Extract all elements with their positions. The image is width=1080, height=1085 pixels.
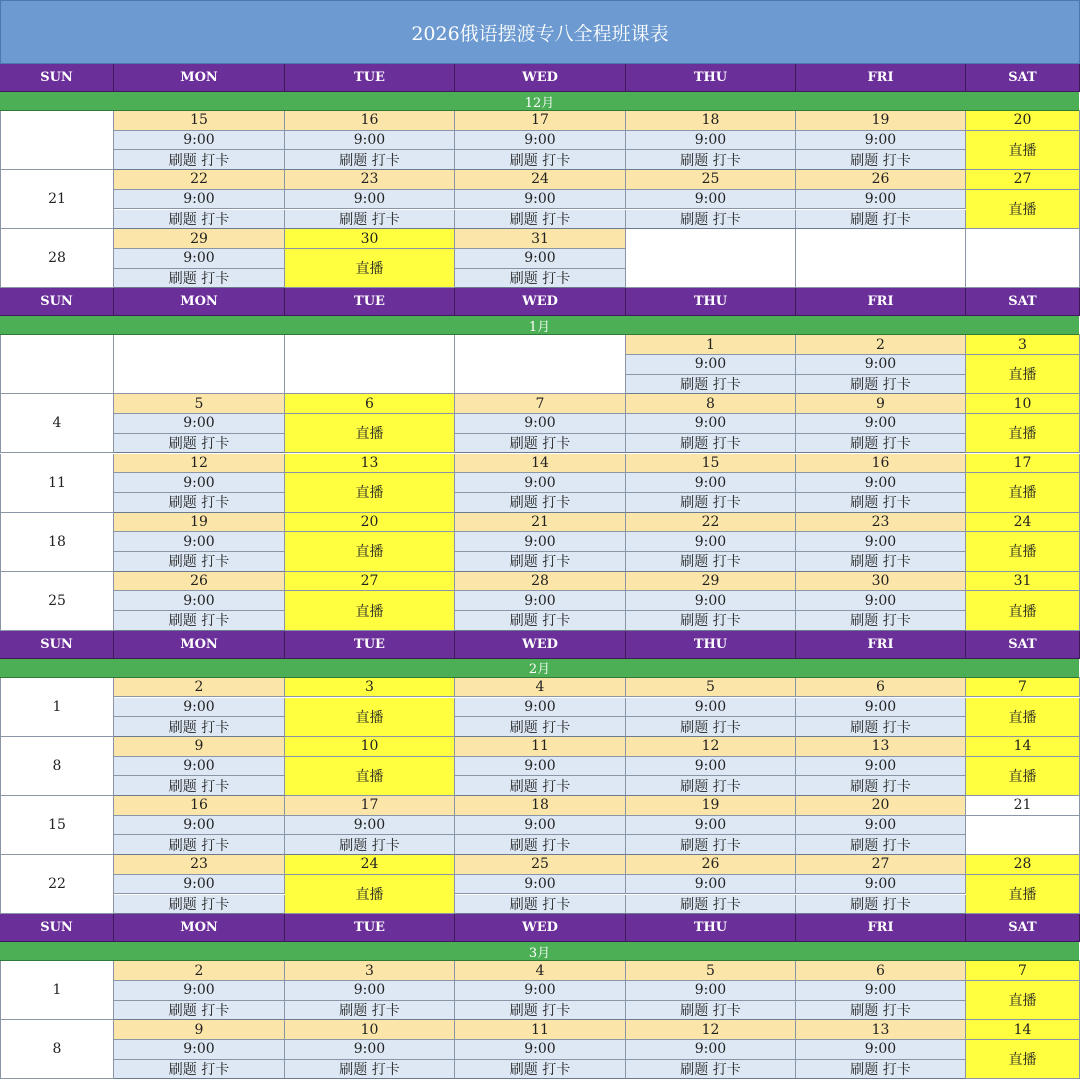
month-banner: 1月 <box>0 316 1080 335</box>
live-session-cell: 直播 <box>285 591 455 630</box>
day-header-wed: WED <box>455 631 626 659</box>
session-time: 9:00 <box>285 1040 455 1060</box>
day-header-thu: THU <box>626 64 796 92</box>
session-task: 刷题 打卡 <box>626 1060 796 1080</box>
date-cell: 12 <box>626 737 796 757</box>
session-task: 刷题 打卡 <box>796 150 966 170</box>
session-task: 刷题 打卡 <box>796 1060 966 1080</box>
session-task: 刷题 打卡 <box>626 552 796 572</box>
session-time: 9:00 <box>455 875 626 895</box>
empty-day-cell <box>966 816 1080 855</box>
session-time: 9:00 <box>796 875 966 895</box>
session-time: 9:00 <box>114 131 285 151</box>
session-task: 刷题 打卡 <box>455 1060 626 1080</box>
month-banner: 12月 <box>0 92 1080 111</box>
session-time: 9:00 <box>455 414 626 434</box>
date-cell: 6 <box>285 394 455 414</box>
date-cell: 5 <box>626 678 796 698</box>
session-task: 刷题 打卡 <box>796 895 966 915</box>
date-cell: 3 <box>285 961 455 981</box>
date-cell: 24 <box>966 513 1080 533</box>
session-task: 刷题 打卡 <box>114 1060 285 1080</box>
day-header-tue: TUE <box>285 288 455 316</box>
session-time: 9:00 <box>796 414 966 434</box>
session-task: 刷题 打卡 <box>626 835 796 855</box>
session-task: 刷题 打卡 <box>114 493 285 513</box>
session-task: 刷题 打卡 <box>455 493 626 513</box>
session-task: 刷题 打卡 <box>114 1001 285 1021</box>
date-cell: 19 <box>796 111 966 131</box>
date-cell: 8 <box>626 394 796 414</box>
session-task: 刷题 打卡 <box>455 150 626 170</box>
live-session-cell: 直播 <box>285 414 455 453</box>
live-session-cell: 直播 <box>966 473 1080 512</box>
empty-day-cell <box>285 335 455 394</box>
date-cell: 2 <box>114 678 285 698</box>
session-task: 刷题 打卡 <box>455 895 626 915</box>
sunday-cell: 11 <box>0 454 114 513</box>
date-cell: 12 <box>114 454 285 474</box>
session-time: 9:00 <box>626 355 796 375</box>
date-cell: 18 <box>455 796 626 816</box>
date-cell: 19 <box>114 513 285 533</box>
day-header-wed: WED <box>455 64 626 92</box>
session-time: 9:00 <box>114 190 285 210</box>
session-time: 9:00 <box>626 698 796 718</box>
sunday-cell: 8 <box>0 737 114 796</box>
session-task: 刷题 打卡 <box>455 269 626 289</box>
session-time: 9:00 <box>455 249 626 269</box>
session-time: 9:00 <box>626 591 796 611</box>
date-cell: 5 <box>114 394 285 414</box>
live-session-cell: 直播 <box>966 981 1080 1020</box>
session-task: 刷题 打卡 <box>626 493 796 513</box>
date-cell: 17 <box>285 796 455 816</box>
day-header-tue: TUE <box>285 914 455 942</box>
date-cell: 20 <box>966 111 1080 131</box>
day-header-thu: THU <box>626 288 796 316</box>
date-cell: 18 <box>626 111 796 131</box>
day-header-sun: SUN <box>0 631 114 659</box>
date-cell: 26 <box>626 855 796 875</box>
session-task: 刷题 打卡 <box>455 611 626 631</box>
session-time: 9:00 <box>285 981 455 1001</box>
sunday-cell: 18 <box>0 513 114 572</box>
date-cell: 20 <box>285 513 455 533</box>
session-time: 9:00 <box>626 532 796 552</box>
date-cell: 22 <box>626 513 796 533</box>
date-cell: 21 <box>455 513 626 533</box>
sunday-cell: 28 <box>0 229 114 288</box>
date-cell: 29 <box>114 229 285 249</box>
session-task: 刷题 打卡 <box>114 269 285 289</box>
session-time: 9:00 <box>455 131 626 151</box>
date-cell: 24 <box>455 170 626 190</box>
session-time: 9:00 <box>796 532 966 552</box>
date-cell: 27 <box>796 855 966 875</box>
live-session-cell: 直播 <box>966 414 1080 453</box>
date-cell: 23 <box>796 513 966 533</box>
session-task: 刷题 打卡 <box>626 434 796 454</box>
session-task: 刷题 打卡 <box>796 776 966 796</box>
date-cell: 6 <box>796 961 966 981</box>
date-cell: 2 <box>796 335 966 355</box>
date-cell: 25 <box>626 170 796 190</box>
date-cell: 17 <box>966 454 1080 474</box>
session-task: 刷题 打卡 <box>626 210 796 230</box>
session-time: 9:00 <box>796 355 966 375</box>
date-cell: 26 <box>114 572 285 592</box>
sunday-cell: 15 <box>0 796 114 855</box>
session-time: 9:00 <box>114 473 285 493</box>
live-session-cell: 直播 <box>966 190 1080 229</box>
session-task: 刷题 打卡 <box>455 210 626 230</box>
date-cell: 25 <box>455 855 626 875</box>
session-task: 刷题 打卡 <box>626 717 796 737</box>
day-header-wed: WED <box>455 288 626 316</box>
session-time: 9:00 <box>796 473 966 493</box>
date-cell: 10 <box>285 737 455 757</box>
day-header-fri: FRI <box>796 914 966 942</box>
day-header-mon: MON <box>114 914 285 942</box>
sunday-cell: 4 <box>0 394 114 453</box>
session-task: 刷题 打卡 <box>796 210 966 230</box>
session-task: 刷题 打卡 <box>114 611 285 631</box>
sunday-cell: 21 <box>0 170 114 229</box>
sunday-cell <box>0 335 114 394</box>
session-time: 9:00 <box>455 1040 626 1060</box>
date-cell: 4 <box>455 678 626 698</box>
date-cell: 14 <box>966 737 1080 757</box>
session-task: 刷题 打卡 <box>796 434 966 454</box>
date-cell: 12 <box>626 1020 796 1040</box>
day-header-sat: SAT <box>966 914 1080 942</box>
day-header-sun: SUN <box>0 914 114 942</box>
month-banner: 2月 <box>0 659 1080 678</box>
date-cell: 30 <box>285 229 455 249</box>
date-cell: 13 <box>796 737 966 757</box>
session-time: 9:00 <box>114 875 285 895</box>
date-cell: 20 <box>796 796 966 816</box>
session-time: 9:00 <box>455 190 626 210</box>
session-task: 刷题 打卡 <box>455 717 626 737</box>
date-cell: 2 <box>114 961 285 981</box>
session-time: 9:00 <box>626 875 796 895</box>
session-time: 9:00 <box>796 1040 966 1060</box>
session-time: 9:00 <box>285 190 455 210</box>
date-cell: 11 <box>455 737 626 757</box>
date-cell: 10 <box>966 394 1080 414</box>
session-time: 9:00 <box>796 757 966 777</box>
session-task: 刷题 打卡 <box>626 375 796 395</box>
date-cell: 5 <box>626 961 796 981</box>
session-time: 9:00 <box>114 757 285 777</box>
session-task: 刷题 打卡 <box>114 717 285 737</box>
session-time: 9:00 <box>455 981 626 1001</box>
day-header-fri: FRI <box>796 288 966 316</box>
session-task: 刷题 打卡 <box>285 1060 455 1080</box>
date-cell: 31 <box>455 229 626 249</box>
date-cell: 1 <box>626 335 796 355</box>
session-time: 9:00 <box>285 131 455 151</box>
live-session-cell: 直播 <box>285 532 455 571</box>
day-header-tue: TUE <box>285 631 455 659</box>
day-header-mon: MON <box>114 64 285 92</box>
date-cell: 21 <box>966 796 1080 816</box>
session-task: 刷题 打卡 <box>796 493 966 513</box>
day-header-sat: SAT <box>966 631 1080 659</box>
session-time: 9:00 <box>796 816 966 836</box>
date-cell: 7 <box>455 394 626 414</box>
sunday-cell: 22 <box>0 855 114 914</box>
session-time: 9:00 <box>626 190 796 210</box>
date-cell: 9 <box>114 1020 285 1040</box>
session-task: 刷题 打卡 <box>285 150 455 170</box>
session-task: 刷题 打卡 <box>796 611 966 631</box>
date-cell: 31 <box>966 572 1080 592</box>
session-task: 刷题 打卡 <box>626 895 796 915</box>
sunday-cell: 1 <box>0 678 114 737</box>
live-session-cell: 直播 <box>285 249 455 288</box>
session-task: 刷题 打卡 <box>114 895 285 915</box>
date-cell: 10 <box>285 1020 455 1040</box>
session-task: 刷题 打卡 <box>796 835 966 855</box>
date-cell: 16 <box>285 111 455 131</box>
session-task: 刷题 打卡 <box>285 1001 455 1021</box>
date-cell: 22 <box>114 170 285 190</box>
session-time: 9:00 <box>114 1040 285 1060</box>
date-cell: 28 <box>966 855 1080 875</box>
session-task: 刷题 打卡 <box>455 776 626 796</box>
session-task: 刷题 打卡 <box>626 1001 796 1021</box>
day-header-mon: MON <box>114 288 285 316</box>
date-cell: 26 <box>796 170 966 190</box>
session-task: 刷题 打卡 <box>796 1001 966 1021</box>
date-cell: 9 <box>796 394 966 414</box>
session-task: 刷题 打卡 <box>626 150 796 170</box>
live-session-cell: 直播 <box>285 473 455 512</box>
day-header-mon: MON <box>114 631 285 659</box>
session-task: 刷题 打卡 <box>114 150 285 170</box>
date-cell: 14 <box>455 454 626 474</box>
session-time: 9:00 <box>455 816 626 836</box>
empty-day-cell <box>114 335 285 394</box>
empty-day-cell <box>626 229 796 288</box>
page-title: 2026俄语摆渡专八全程班课表 <box>0 0 1080 64</box>
day-header-sat: SAT <box>966 64 1080 92</box>
empty-day-cell <box>966 229 1080 288</box>
session-time: 9:00 <box>114 414 285 434</box>
date-cell: 9 <box>114 737 285 757</box>
session-task: 刷题 打卡 <box>114 552 285 572</box>
date-cell: 28 <box>455 572 626 592</box>
date-cell: 29 <box>626 572 796 592</box>
day-header-fri: FRI <box>796 64 966 92</box>
session-task: 刷题 打卡 <box>114 776 285 796</box>
session-time: 9:00 <box>285 816 455 836</box>
session-time: 9:00 <box>796 698 966 718</box>
day-header-fri: FRI <box>796 631 966 659</box>
empty-day-cell <box>796 229 966 288</box>
session-task: 刷题 打卡 <box>114 210 285 230</box>
date-cell: 15 <box>626 454 796 474</box>
date-cell: 7 <box>966 678 1080 698</box>
date-cell: 16 <box>796 454 966 474</box>
date-cell: 24 <box>285 855 455 875</box>
session-task: 刷题 打卡 <box>455 552 626 572</box>
session-time: 9:00 <box>455 757 626 777</box>
date-cell: 13 <box>796 1020 966 1040</box>
date-cell: 16 <box>114 796 285 816</box>
date-cell: 14 <box>966 1020 1080 1040</box>
session-time: 9:00 <box>114 591 285 611</box>
date-cell: 3 <box>285 678 455 698</box>
session-time: 9:00 <box>796 190 966 210</box>
session-time: 9:00 <box>455 473 626 493</box>
date-cell: 15 <box>114 111 285 131</box>
session-task: 刷题 打卡 <box>626 611 796 631</box>
date-cell: 6 <box>796 678 966 698</box>
sunday-cell <box>0 111 114 170</box>
day-header-tue: TUE <box>285 64 455 92</box>
empty-day-cell <box>455 335 626 394</box>
session-task: 刷题 打卡 <box>285 210 455 230</box>
sunday-cell: 25 <box>0 572 114 631</box>
live-session-cell: 直播 <box>285 757 455 796</box>
session-time: 9:00 <box>114 698 285 718</box>
session-time: 9:00 <box>114 816 285 836</box>
session-task: 刷题 打卡 <box>114 835 285 855</box>
session-time: 9:00 <box>455 698 626 718</box>
session-time: 9:00 <box>626 981 796 1001</box>
date-cell: 17 <box>455 111 626 131</box>
date-cell: 11 <box>455 1020 626 1040</box>
session-time: 9:00 <box>626 131 796 151</box>
live-session-cell: 直播 <box>966 591 1080 630</box>
live-session-cell: 直播 <box>285 875 455 914</box>
day-header-wed: WED <box>455 914 626 942</box>
session-time: 9:00 <box>114 249 285 269</box>
session-time: 9:00 <box>796 591 966 611</box>
month-banner: 3月 <box>0 942 1080 961</box>
session-task: 刷题 打卡 <box>285 835 455 855</box>
sunday-cell: 1 <box>0 961 114 1020</box>
date-cell: 23 <box>114 855 285 875</box>
session-time: 9:00 <box>626 816 796 836</box>
live-session-cell: 直播 <box>966 131 1080 170</box>
date-cell: 23 <box>285 170 455 190</box>
sunday-cell: 8 <box>0 1020 114 1079</box>
date-cell: 27 <box>966 170 1080 190</box>
date-cell: 4 <box>455 961 626 981</box>
session-time: 9:00 <box>626 414 796 434</box>
live-session-cell: 直播 <box>966 532 1080 571</box>
session-time: 9:00 <box>455 532 626 552</box>
date-cell: 30 <box>796 572 966 592</box>
session-time: 9:00 <box>626 473 796 493</box>
date-cell: 27 <box>285 572 455 592</box>
session-time: 9:00 <box>796 981 966 1001</box>
date-cell: 19 <box>626 796 796 816</box>
day-header-thu: THU <box>626 631 796 659</box>
session-time: 9:00 <box>455 591 626 611</box>
session-time: 9:00 <box>796 131 966 151</box>
live-session-cell: 直播 <box>966 698 1080 737</box>
session-task: 刷题 打卡 <box>455 434 626 454</box>
session-time: 9:00 <box>114 981 285 1001</box>
date-cell: 13 <box>285 454 455 474</box>
day-header-thu: THU <box>626 914 796 942</box>
live-session-cell: 直播 <box>966 875 1080 914</box>
session-task: 刷题 打卡 <box>796 552 966 572</box>
session-time: 9:00 <box>626 757 796 777</box>
session-task: 刷题 打卡 <box>796 717 966 737</box>
session-task: 刷题 打卡 <box>626 776 796 796</box>
live-session-cell: 直播 <box>966 355 1080 394</box>
date-cell: 7 <box>966 961 1080 981</box>
session-task: 刷题 打卡 <box>455 1001 626 1021</box>
session-time: 9:00 <box>626 1040 796 1060</box>
day-header-sun: SUN <box>0 64 114 92</box>
session-task: 刷题 打卡 <box>114 434 285 454</box>
day-header-sun: SUN <box>0 288 114 316</box>
date-cell: 3 <box>966 335 1080 355</box>
day-header-sat: SAT <box>966 288 1080 316</box>
live-session-cell: 直播 <box>966 757 1080 796</box>
session-time: 9:00 <box>114 532 285 552</box>
session-task: 刷题 打卡 <box>455 835 626 855</box>
live-session-cell: 直播 <box>285 698 455 737</box>
live-session-cell: 直播 <box>966 1040 1080 1079</box>
session-task: 刷题 打卡 <box>796 375 966 395</box>
